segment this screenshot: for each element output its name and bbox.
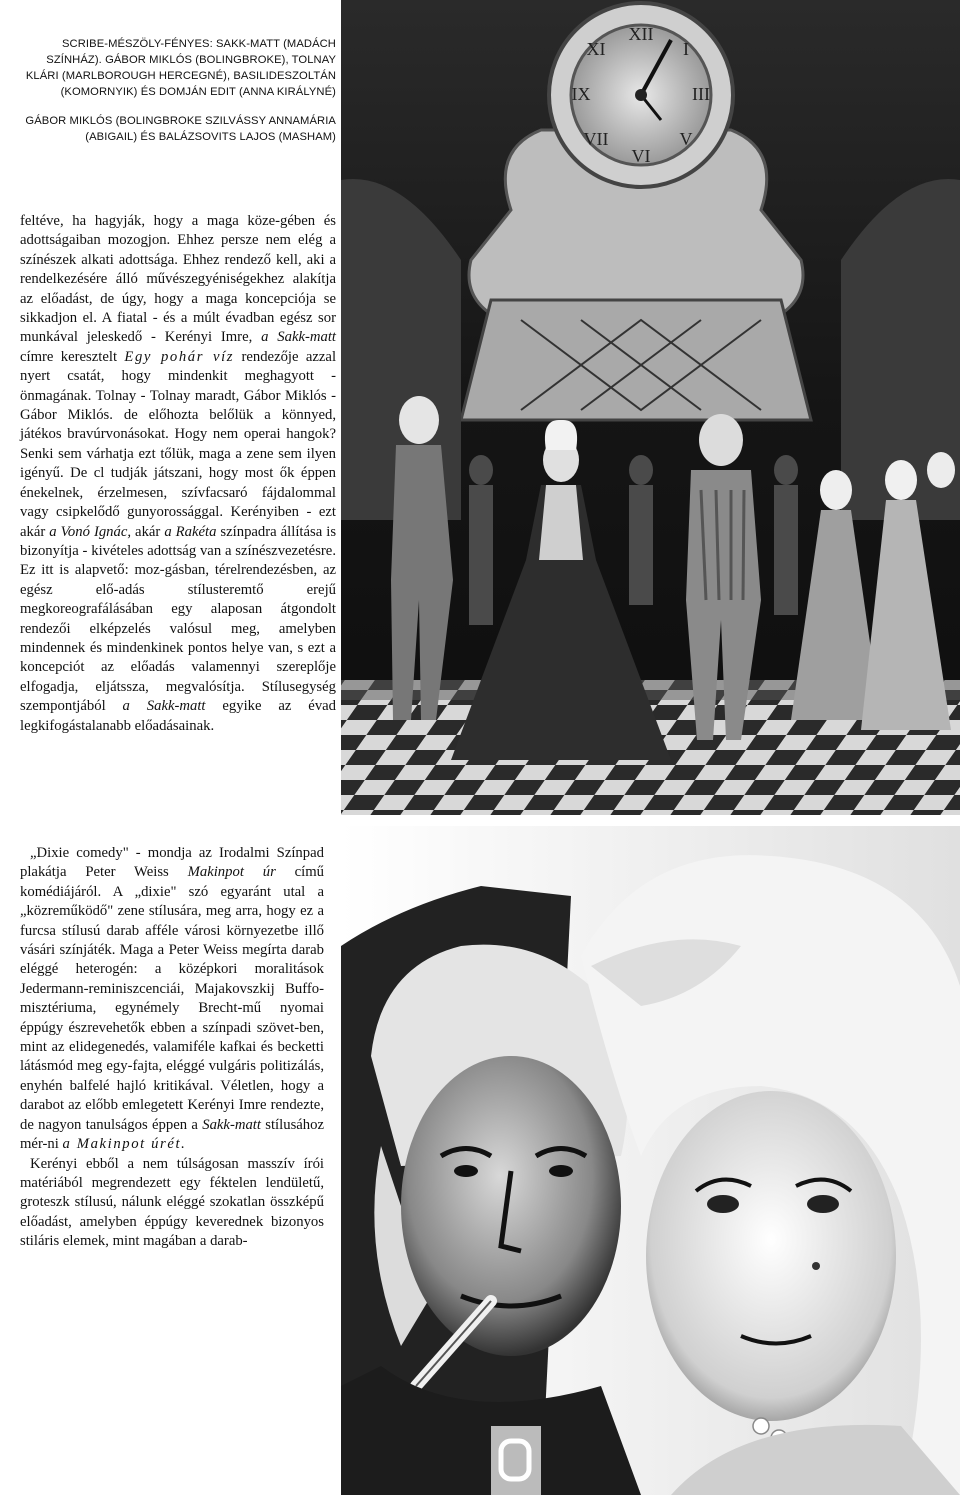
article-column-1 [20,212,336,736]
play-title: a Sakk-matt [261,329,337,346]
svg-text:VII: VII [583,129,609,149]
svg-text:I: I [683,39,689,59]
play-title: Makinpot úr [187,864,276,881]
play-title: a Makinpot úrét. [62,1136,187,1153]
svg-text:VI: VI [631,146,651,166]
svg-text:III: III [692,84,710,104]
play-title: Egy pohár víz [124,348,235,365]
closeup-photo-caption: GÁBOR MIKLÓS (BOLINGBROKE SZILVÁSSY ANNAMÁRIA (ABIGAIL) ÉS BALÁZSOVITS LAJOS (MASHAM) [25,115,336,143]
stage-photo [341,0,960,815]
photo-captions [20,36,336,158]
play-title: a Sakk-matt [122,698,206,715]
closeup-photo [341,826,960,1495]
svg-text:V: V [679,129,693,149]
play-title: Sakk-matt [202,1116,261,1133]
svg-text:XI: XI [586,39,606,59]
article-paragraph: „Dixie comedy" - mondja az Irodalmi Színpad plakátja Peter Weiss Makinpot úr című komédiájáról. A „dixie" szó egyaránt utal a „közreműködő" zene stílusára, meg arra, hogy ez a furcsa stílusú darab afféle városi környezetbe illő vásári színjáték. Maga a Peter Weiss megírta darab eléggé heterogén: a középkori moralitások Jedermann-reminiszcenciái, Majakovszkij Buffo-misztériuma, egynémely Brecht-mű nyomai éppúgy észrevehetők ebben a színpadi szövet-ben, mint az elidegenedés, valamiféle kafkai és becketti látásmód meg egy-fajta, eléggé vulgáris politizálás, enyhén balfelé hajló kritikával. Véletlen, hogy a darabot az előbb emlegetett Kerényi Imre rendezte, de nagyon tanulságos éppen a Sakk-matt stílusához mér-ni a Makinpot úrét. [20,845,325,1153]
play-title: a Rakéta [164,523,217,540]
stage-photo-caption: SCRIBE-MÉSZÖLY-FÉNYES: SAKK-MATT (MADÁCH SZÍNHÁZ). GÁBOR MIKLÓS (BOLINGBROKE), TOLNAY KLÁRI (MARLBOROUGH HERCEGNÉ), BASILIDESZOLTÁN (KOMORNYIK) ÉS DOMJÁN EDIT (ANNA KIRÁLYNÉ) [25,38,336,98]
svg-text:XII: XII [628,24,654,44]
svg-text:IX: IX [571,84,591,104]
play-title: a Vonó Ignác, [49,523,132,540]
article-paragraph: feltéve, ha hagyják, hogy a maga köze-gében és adottságaiban mozogjon. Ehhez persze nem elég a színészek alkati adottsága. Ehhez rendező kell, aki a rendelkezésére álló művészegyéniségekhez alakítja az előadást, de úgy, hogy a maga koncepciója se sikkadjon el. A fiatal - és a múlt évadban egész sor munkával jeleskedő - Kerényi Imre, a Sakk-matt címre keresztelt Egy pohár víz rendezője azzal nyert csatát, hogy mindenkit meghagyott - önmagának. Tolnay - Tolnay maradt, Gábor Miklós - Gábor Miklós. de előhozta belőlük a könnyed, játékos bravúrvonásokat. Hogy nem operai hangok? Senki sem várhatja ezt tőlük, maga a zene sem ilyen igényű. De cl tudják játszani, hogy most ők éppen énekelnek, érzelmesen, szívfacsaró fájdalommal vagy csipkelődő gunyorossággal. Kerényiben - ezt akár a Vonó Ignác, akár a Rakéta színpadra állítása is bizonyítja - kivételes adottság van a színészvezetésre. Ez itt is alapvető: moz-gásban, térelrendezésben, az egész elő-adás stílusteremtő erejű megkoreografálásában egy alaposan átgondolt rendezői elképzelés valósul meg, amelyben mindennek és mindenkinek pontos helye van, s ezt a koncepciót az előadás valamennyi szereplője elfogadja, eljátssza, megvalósítja. Stílusegység szempontjából a Sakk-matt egyike az évad legkifogástalanabb előadásainak. [20,213,337,734]
article-paragraph: Kerényi ebből a nem túlságosan masszív írói matériából megrendezett egy féktelen lendületű, groteszk stílusú, nálunk eléggé szokatlan összképű előadást, amelyben éppúgy keverednek bizonyos stiláris elemek, mint magában a darab- [20,1155,324,1250]
article-column-2 [20,844,324,1252]
